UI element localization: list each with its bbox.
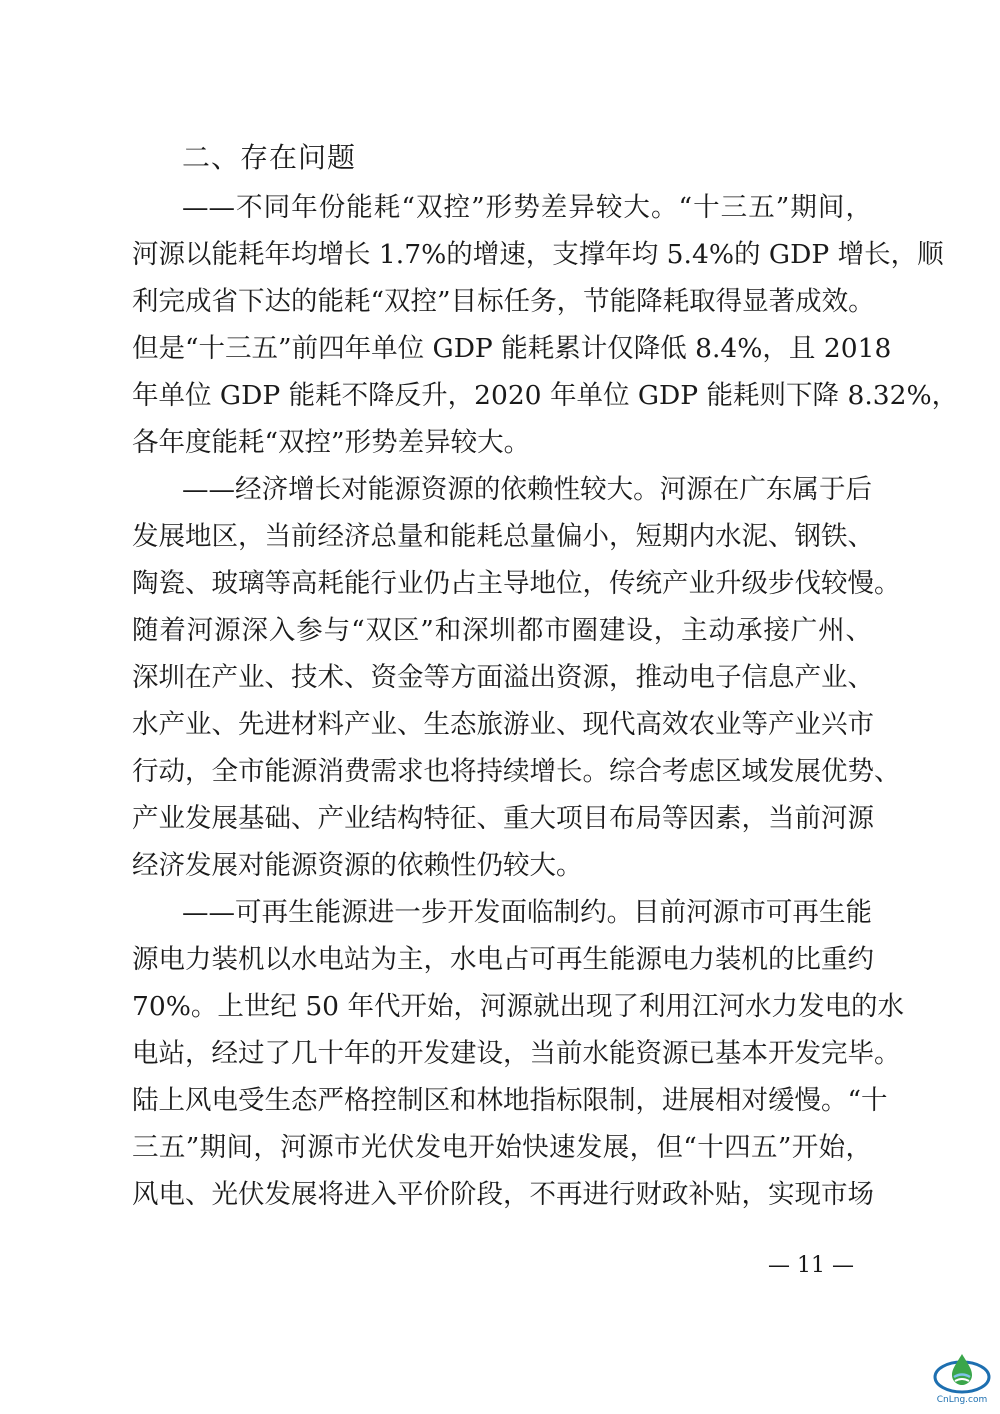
paragraph-3-line-5: 陆上风电受生态严格控制区和林地指标限制，进展相对缓慢。“十 — [132, 1085, 888, 1116]
watermark-text: CnLng.com — [936, 1395, 988, 1405]
paragraph-3-line-6: 三五”期间，河源市光伏发电开始快速发展，但“十四五”开始， — [132, 1132, 872, 1163]
watermark-logo — [930, 1350, 994, 1410]
section-heading: 二、存在问题 — [182, 141, 357, 174]
paragraph-2-line-3: 陶瓷、玻璃等高耗能行业仍占主导地位，传统产业升级步伐较慢。 — [132, 568, 901, 599]
paragraph-3-line-3: 70%。上世纪 50 年代开始，河源就出现了利用江河水力发电的水 — [132, 991, 904, 1022]
paragraph-3-line-2: 源电力装机以水电站为主，水电占可再生能源电力装机的比重约 — [132, 944, 874, 975]
page-number: — 11 — — [768, 1253, 854, 1278]
water-drop-icon — [930, 1350, 994, 1396]
paragraph-2-line-7: 行动，全市能源消费需求也将持续增长。综合考虑区域发展优势、 — [132, 756, 901, 787]
paragraph-3-line-1: ——可再生能源进一步开发面临制约。目前河源市可再生能 — [182, 897, 872, 928]
paragraph-1-line-3: 利完成省下达的能耗“双控”目标任务，节能降耗取得显著成效。 — [132, 286, 875, 317]
paragraph-3-line-4: 电站，经过了几十年的开发建设，当前水能资源已基本开发完毕。 — [132, 1038, 901, 1069]
paragraph-2-line-6: 水产业、先进材料产业、生态旅游业、现代高效农业等产业兴市 — [132, 709, 874, 740]
paragraph-2-line-4: 随着河源深入参与“双区”和深圳都市圈建设，主动承接广州、 — [132, 615, 872, 646]
paragraph-2-line-5: 深圳在产业、技术、资金等方面溢出资源，推动电子信息产业、 — [132, 662, 874, 693]
paragraph-2-line-1: ——经济增长对能源资源的依赖性较大。河源在广东属于后 — [182, 474, 872, 505]
paragraph-1-line-2: 河源以能耗年均增长 1.7%的增速，支撑年均 5.4%的 GDP 增长，顺 — [132, 239, 944, 270]
paragraph-1-line-6: 各年度能耗“双控”形势差异较大。 — [132, 427, 531, 458]
paragraph-2-line-8: 产业发展基础、产业结构特征、重大项目布局等因素，当前河源 — [132, 803, 874, 834]
paragraph-2-line-2: 发展地区，当前经济总量和能耗总量偏小，短期内水泥、钢铁、 — [132, 521, 874, 552]
paragraph-3-line-7: 风电、光伏发展将进入平价阶段，不再进行财政补贴，实现市场 — [132, 1179, 874, 1210]
paragraph-2-line-9: 经济发展对能源资源的依赖性仍较大。 — [132, 850, 583, 881]
paragraph-1-line-5: 年单位 GDP 能耗不降反升，2020 年单位 GDP 能耗则下降 8.32%， — [132, 380, 959, 411]
paragraph-1-line-4: 但是“十三五”前四年单位 GDP 能耗累计仅降低 8.4%，且 2018 — [132, 333, 892, 364]
paragraph-1-line-1: ——不同年份能耗“双控”形势差异较大。“十三五”期间， — [182, 192, 872, 223]
